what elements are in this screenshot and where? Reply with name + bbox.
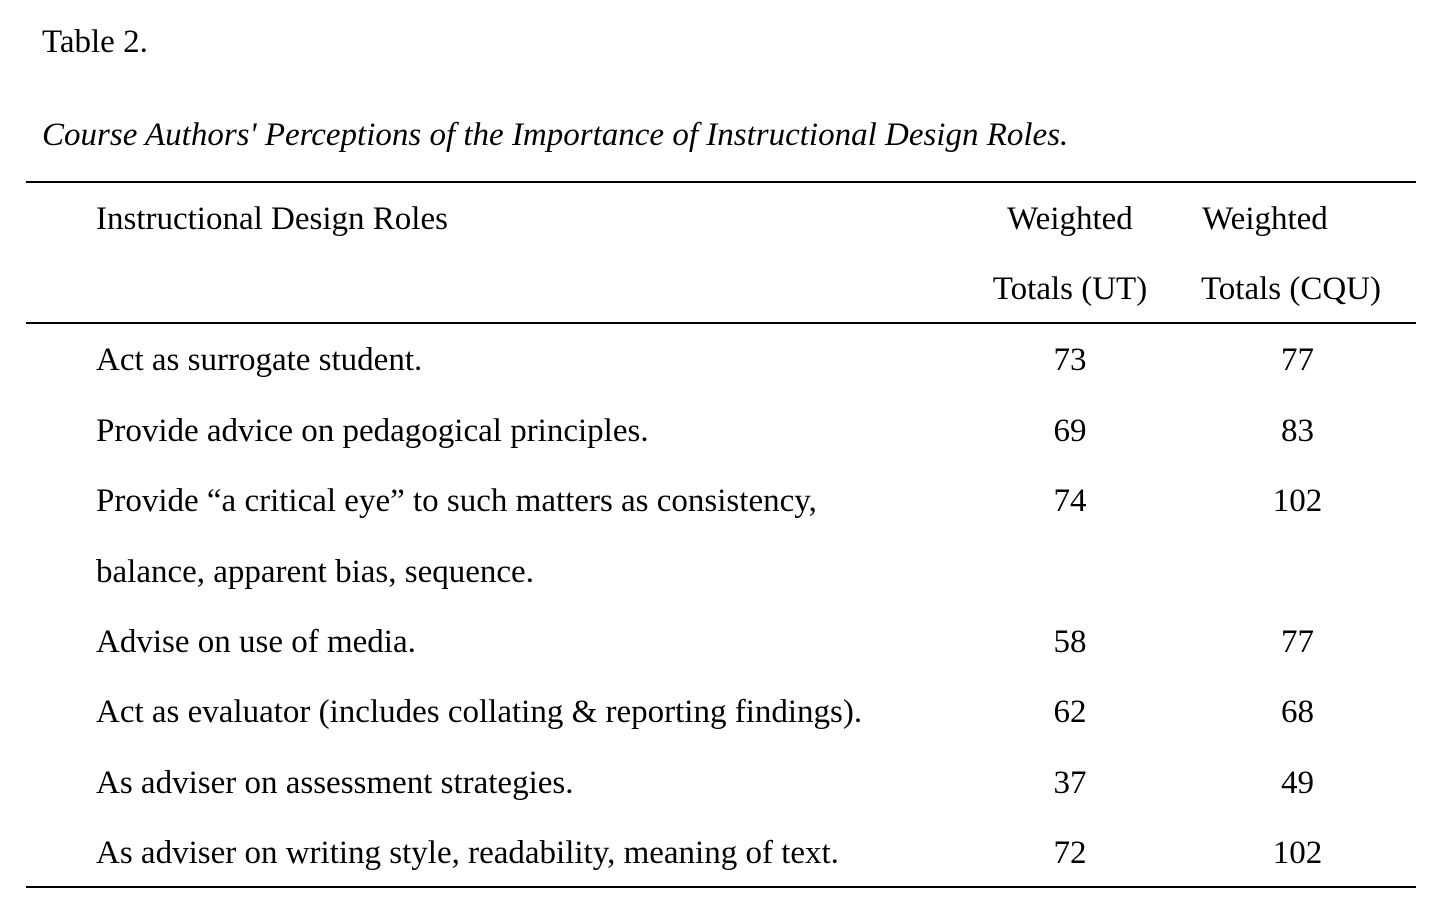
row-ut-value: 73 xyxy=(1053,342,1087,378)
row-cqu-value: 102 xyxy=(1272,483,1323,519)
table-bottom-rule xyxy=(26,886,1416,888)
row-cqu-value: 83 xyxy=(1281,413,1314,449)
row-ut-value: 69 xyxy=(1053,413,1087,449)
header-ut-line2: Totals (UT) xyxy=(992,271,1148,307)
row-ut-value: 37 xyxy=(1053,765,1087,801)
row-cqu-value: 49 xyxy=(1281,765,1314,801)
header-roles: Instructional Design Roles xyxy=(96,201,448,237)
row-role: Act as evaluator (includes collating & reporting findings). xyxy=(96,694,863,730)
header-ut-line1: Weighted xyxy=(1007,201,1133,237)
row-ut-value: 58 xyxy=(1053,624,1087,660)
table-top-rule xyxy=(26,181,1416,183)
row-cqu-value: 77 xyxy=(1281,342,1314,378)
row-role: Advise on use of media. xyxy=(96,624,416,660)
row-role-continuation: balance, apparent bias, sequence. xyxy=(96,554,534,590)
row-ut-value: 74 xyxy=(1053,483,1087,519)
row-ut-value: 72 xyxy=(1053,835,1087,871)
row-role: Act as surrogate student. xyxy=(96,342,423,378)
row-role: Provide advice on pedagogical principles. xyxy=(96,413,649,449)
row-role: Provide “a critical eye” to such matters as consistency, xyxy=(96,483,817,519)
row-role: As adviser on assessment strategies. xyxy=(96,765,574,801)
row-cqu-value: 102 xyxy=(1272,835,1323,871)
table-caption: Course Authors' Perceptions of the Importance of Instructional Design Roles. xyxy=(42,117,1069,153)
row-role: As adviser on writing style, readability, meaning of text. xyxy=(96,835,839,871)
table-number: Table 2. xyxy=(42,24,148,60)
row-cqu-value: 68 xyxy=(1281,694,1314,730)
header-cqu-line2: Totals (CQU) xyxy=(1200,271,1382,307)
table-header-rule xyxy=(26,322,1416,324)
row-cqu-value: 77 xyxy=(1281,624,1314,660)
header-cqu-line1: Weighted xyxy=(1202,201,1328,237)
row-ut-value: 62 xyxy=(1053,694,1087,730)
